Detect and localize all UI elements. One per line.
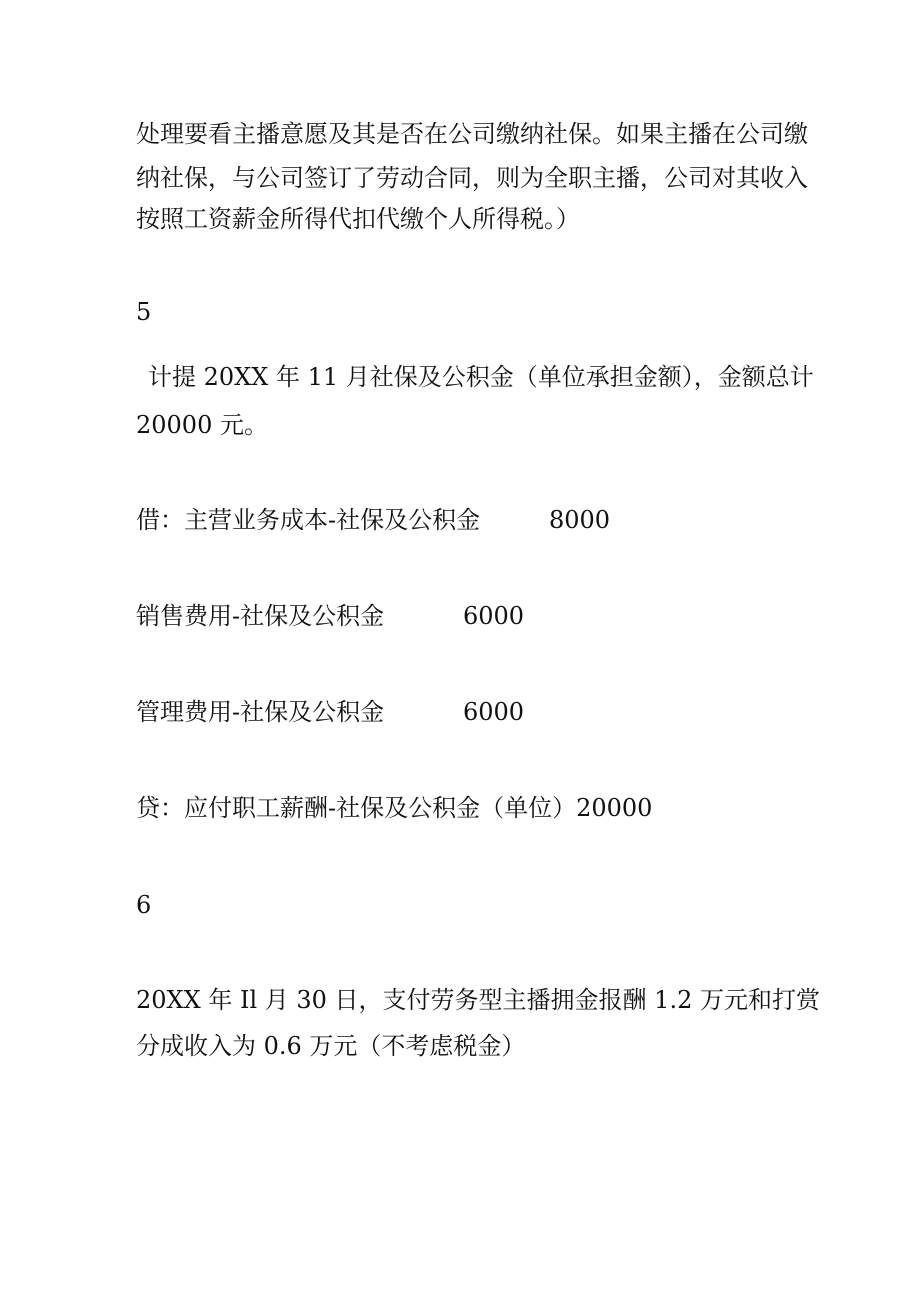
journal-entry-debit-account: 借：主营业务成本-社保及公积金	[136, 506, 481, 534]
paragraph-line: 按照工资薪金所得代扣代缴个人所得税。）	[136, 205, 580, 233]
section-description: 20XX 年 Il 月 30 日，支付劳务型主播拥金报酬 1.2 万元和打赏	[136, 986, 820, 1014]
journal-entry-account: 销售费用-社保及公积金	[136, 602, 385, 630]
section-number: 5	[136, 298, 152, 326]
paragraph-line: 纳社保，与公司签订了劳动合同，则为全职主播，公司对其收入	[136, 164, 808, 192]
section-description: 20000 元。	[136, 411, 268, 439]
journal-entry-amount: 8000	[549, 506, 611, 534]
journal-entry-amount: 6000	[463, 698, 525, 726]
section-description: 计提 20XX 年 11 月社保及公积金（单位承担金额），金额总计	[148, 363, 814, 391]
section-description: 分成收入为 0.6 万元（不考虑税金）	[136, 1032, 526, 1060]
journal-entry-amount: 6000	[463, 602, 525, 630]
journal-entry-account: 管理费用-社保及公积金	[136, 698, 385, 726]
journal-entry-credit-account: 贷：应付职工薪酬-社保及公积金（单位）20000	[136, 794, 653, 822]
section-number: 6	[136, 891, 152, 919]
paragraph-line: 处理要看主播意愿及其是否在公司缴纳社保。如果主播在公司缴	[136, 120, 808, 148]
